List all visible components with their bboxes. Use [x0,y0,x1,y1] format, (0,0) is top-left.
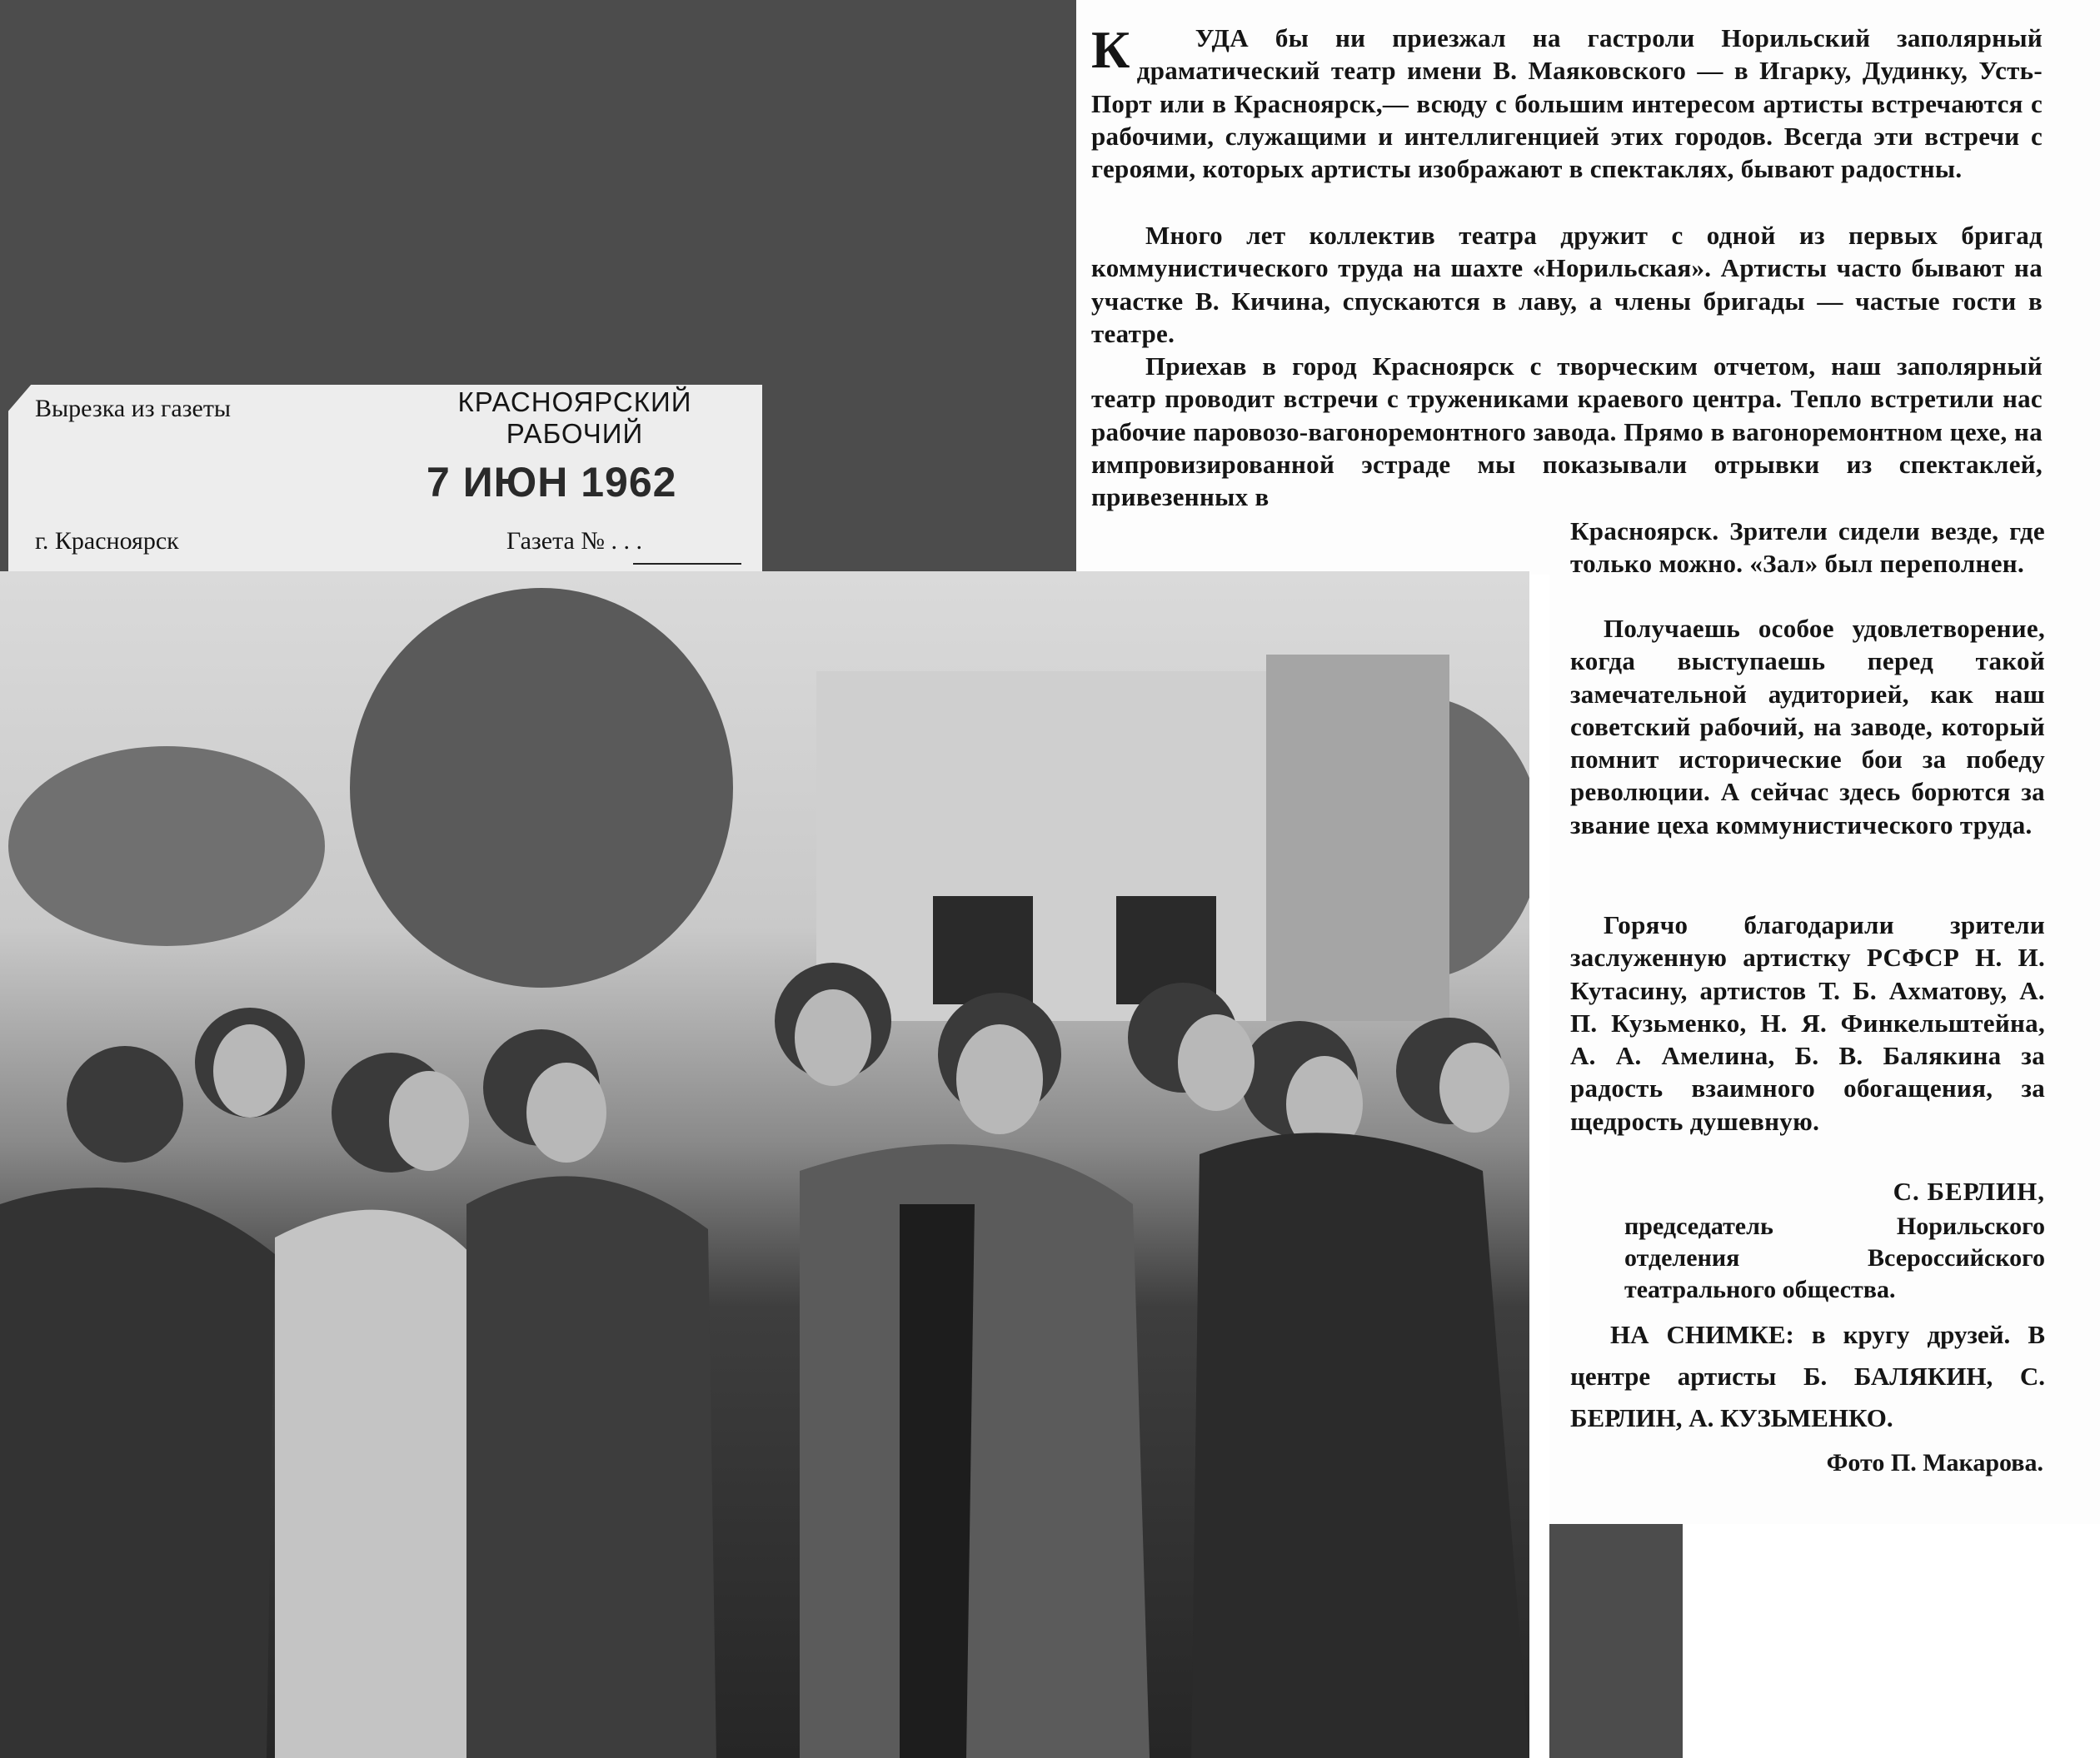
tree-shape [8,746,325,946]
person-left [0,1188,275,1758]
article-paragraph-5: Горячо благодарили зрители заслуженную артистку РСФСР Н. И. Кутасину, артистов Т. Б. Ахматову, А. П. Кузьменко, Н. Я. Финкельштейна, А. А. Амелина, Б. В. Балякина за радость взаимного обогащения, за щедрость душевную. [1570,910,2045,1136]
issue-number: Газета № . . . [506,527,642,555]
tree-shape [350,588,733,988]
article-paragraph-3: Приехав в город Красноярск с творческим отчетом, наш заполярный театр проводит встречи с тружениками краевого центра. Тепло встретили нас рабочие паровозо-вагоноремонтного завода. Прямо в вагоноремонтном цехе, на импровизированной эстраде мы показывали отрывки из спектаклей, привезенных в [1091,351,2043,512]
issue-underline [633,563,741,565]
person-coat [1191,1133,1529,1758]
article-paragraph-3-continued: Красноярск. Зрители сидели везде, где только можно. «Зал» был переполнен. [1570,516,2045,579]
person-shirt [900,1204,975,1758]
newspaper-name: КРАСНОЯРСКИЙ РАБОЧИЙ [457,386,692,449]
newspaper-photo [0,571,1529,1758]
person-jacket [800,1144,1150,1758]
photo-caption: НА СНИМКЕ: в кругу друзей. В центре артисты Б. БАЛЯКИН, С. БЕРЛИН, А. КУЗЬМЕНКО. [1570,1320,2045,1432]
article-paragraph-4: Получаешь особое удовлетворение, когда выступаешь перед такой замечательной аудиторией, как наш советский рабочий, на заводе, который помнит исторические бои за победу революции. А сейчас здесь борются за звание цеха коммунистического труда. [1570,614,2045,839]
article-paragraph-1 [1091,22,2043,185]
mounting-board-corner [1549,1524,1683,1758]
article-paragraph-2: Много лет коллектив театра дружит с одной из первых бригад коммунистического труда на шахте «Норильская». Артисты часто бывают на участке В. Кичина, спускаются в лаву, а члены бригады — частые гости в театре. [1091,221,2043,348]
drop-cap: К [1091,20,1130,79]
date-stamp: 7 ИЮН 1962 [426,459,677,505]
paragraph-1-text: УДА бы ни приезжал на гастроли Норильский заполярный драматический театр имени В. Маяковского — в Игарку, Дудинку, Усть-Порт или в Красноярск,— всюду с большим интересом артисты встречаются с рабочими, служащими и интеллигенцией этих городов. Всегда эти встречи с героями, которых артисты изображают в спектаклях, бывают радостны. [1091,23,2043,184]
building-arch [1266,655,1449,1021]
person-sweater [466,1176,716,1758]
photo-crowd-illustration [0,571,1529,1758]
author-name: С. БЕРЛИН, [1893,1177,2045,1206]
clipping-label-title: Вырезка из газеты [35,395,232,422]
clipping-city: г. Красноярск [35,527,179,555]
photo-credit: Фото П. Макарова. [1826,1449,2043,1477]
author-title: председатель Норильского отделения Всероссийского театрального общества. [1624,1213,2045,1303]
building-window [933,896,1033,1004]
